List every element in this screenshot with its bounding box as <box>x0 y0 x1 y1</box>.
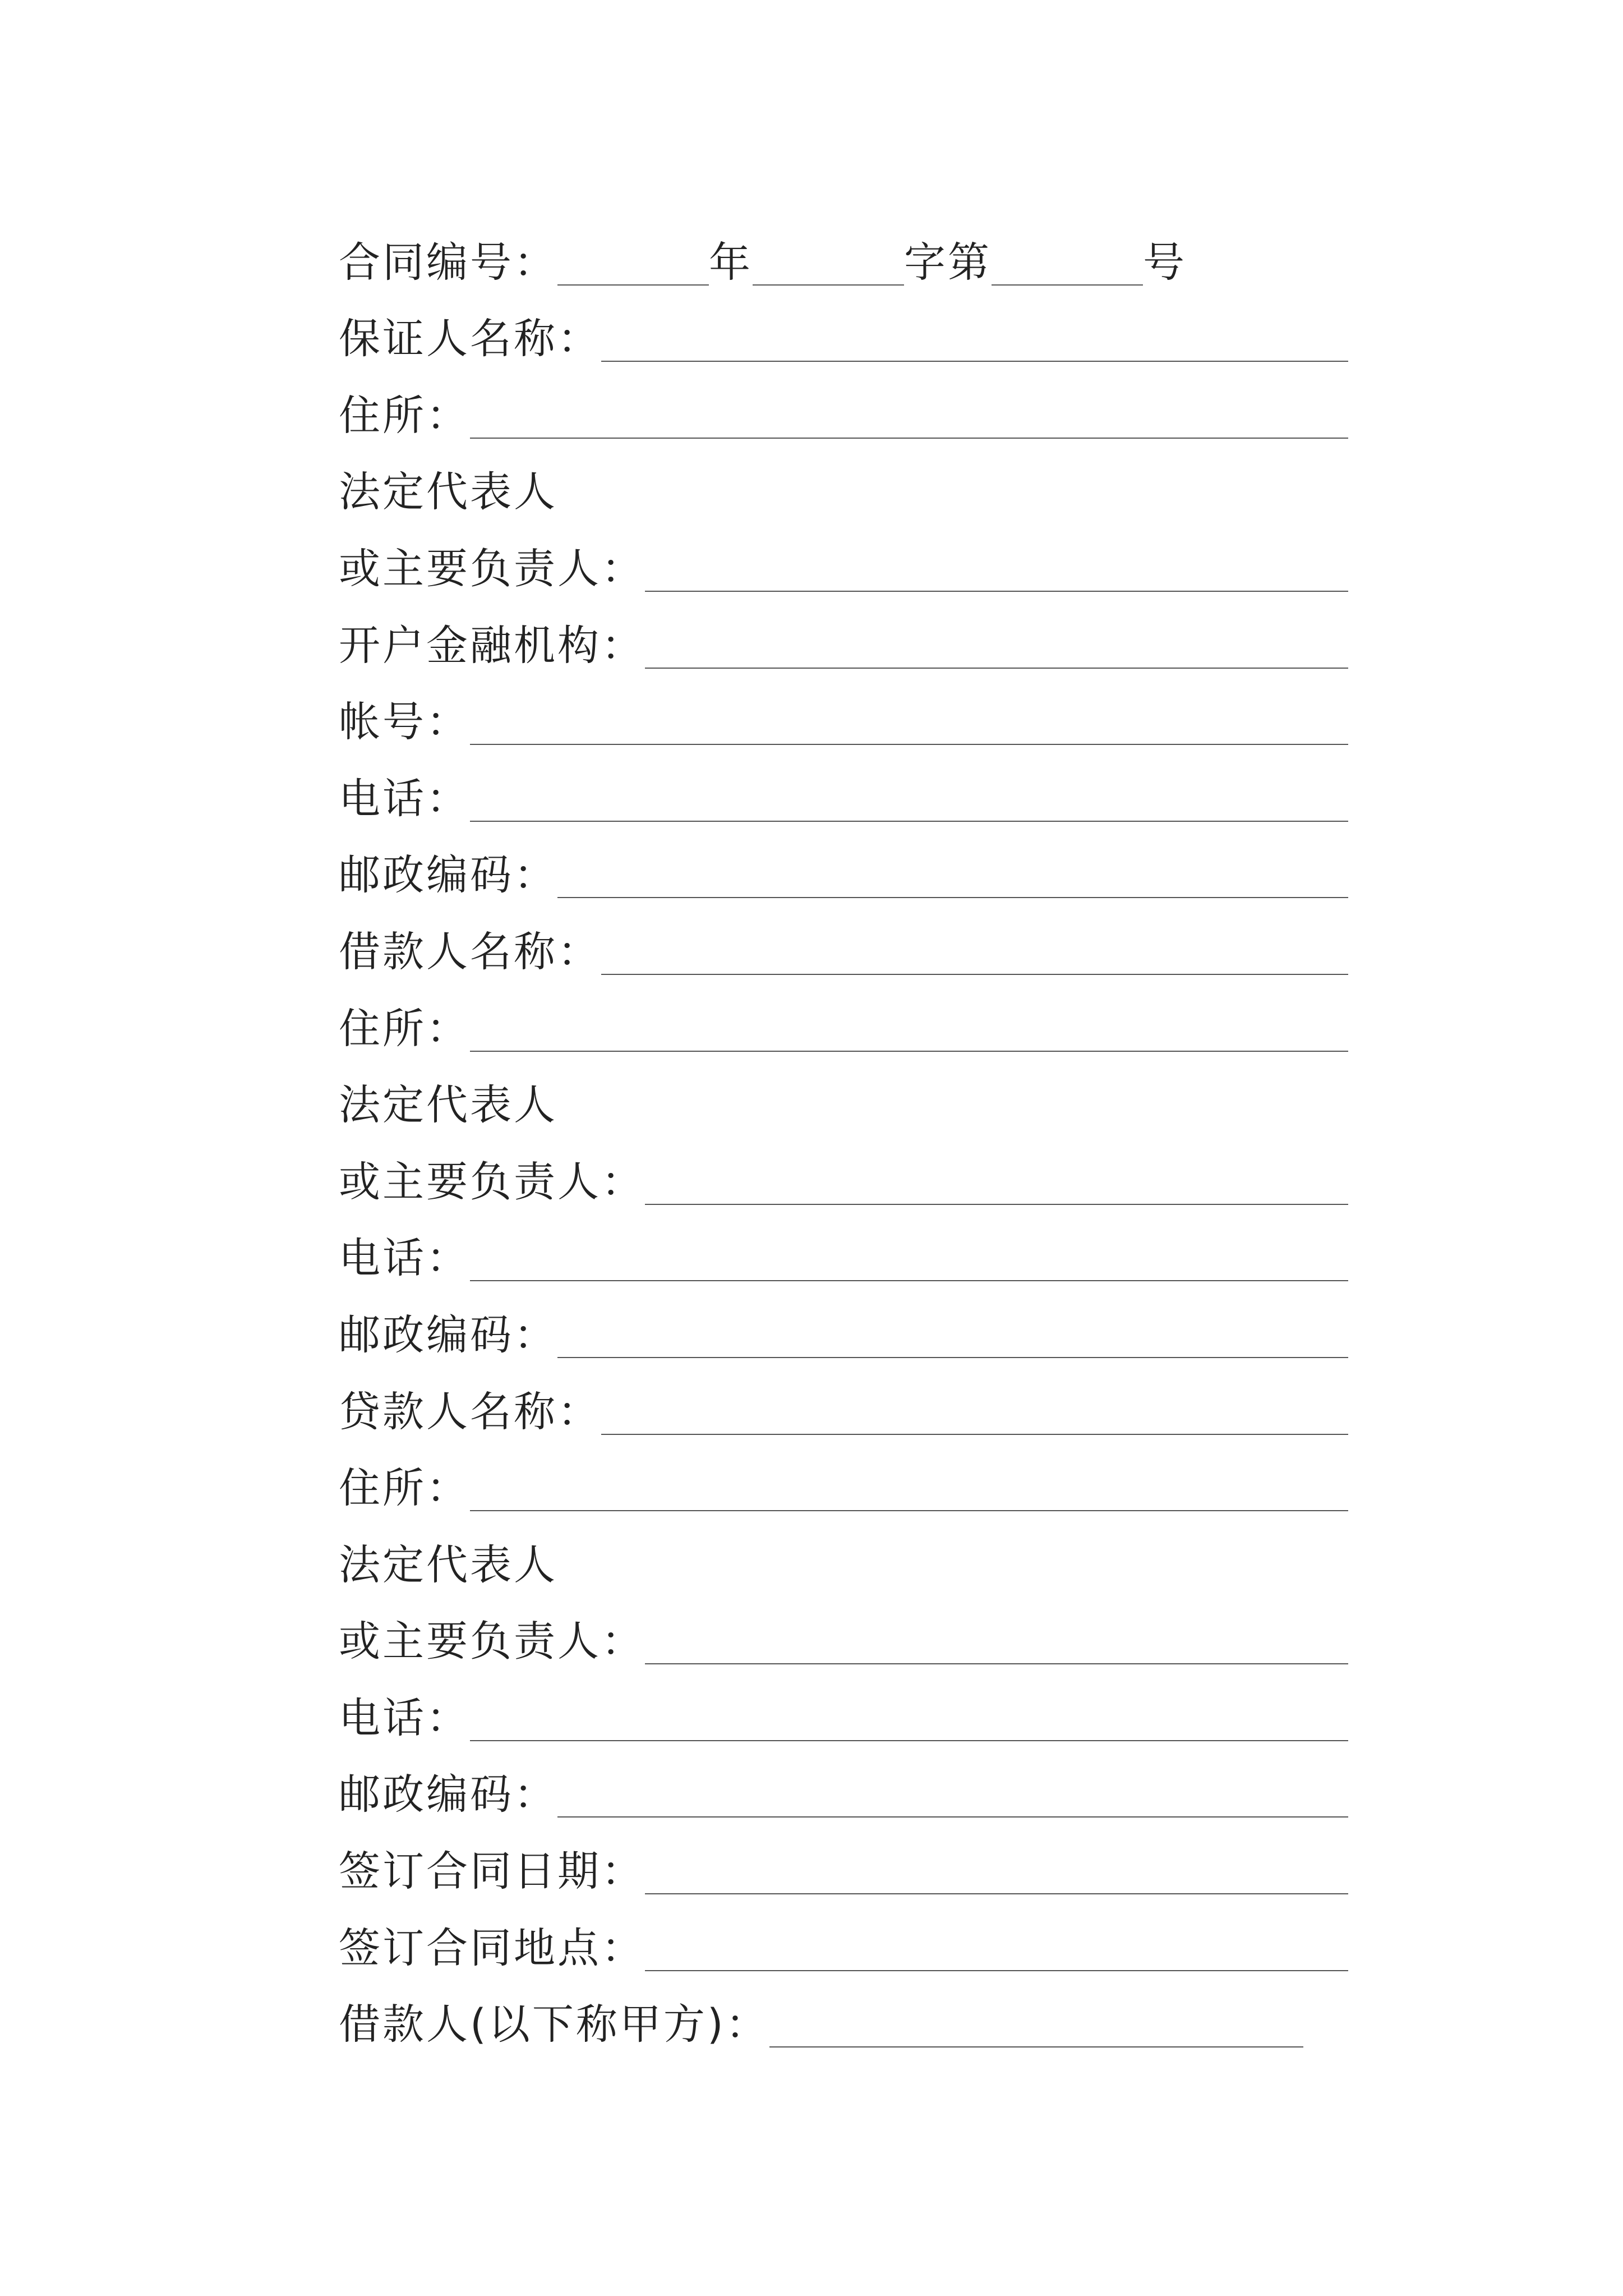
contract-year-blank[interactable] <box>557 284 709 286</box>
contract-zidi-word: 字第 <box>904 238 992 287</box>
lender-address-label: 住所： <box>339 1464 470 1513</box>
lender-postcode-field[interactable] <box>557 1816 1348 1818</box>
lender-phone-label: 电话： <box>339 1694 470 1742</box>
guarantor-postcode-field[interactable] <box>557 897 1348 898</box>
borrower-name-row <box>339 903 1348 979</box>
lender-postcode-row <box>339 1746 1348 1823</box>
guarantor-phone-label: 电话： <box>339 774 470 823</box>
borrower-phone-label: 电话： <box>339 1234 470 1283</box>
guarantor-phone-field[interactable] <box>470 821 1348 822</box>
signing-date-label: 签订合同日期： <box>339 1847 645 1896</box>
contract-hao-blank[interactable] <box>992 284 1143 286</box>
contract-number-row <box>339 213 1348 290</box>
lender-postcode-label: 邮政编码： <box>339 1770 557 1819</box>
contract-header-form <box>339 213 1348 2052</box>
lender-name-field[interactable] <box>601 1434 1348 1435</box>
guarantor-account-label: 帐号： <box>339 698 470 747</box>
guarantor-account-row <box>339 673 1348 750</box>
borrower-address-field[interactable] <box>470 1051 1348 1052</box>
guarantor-legal-rep-label-1: 法定代表人 <box>339 468 557 517</box>
guarantor-address-row <box>339 366 1348 443</box>
guarantor-account-field[interactable] <box>470 744 1348 745</box>
guarantor-legal-rep-field[interactable] <box>645 591 1348 592</box>
borrower-legal-rep-row-1 <box>339 1056 1348 1133</box>
borrower-name-field[interactable] <box>601 974 1348 975</box>
borrower-postcode-field[interactable] <box>557 1357 1348 1358</box>
borrower-postcode-label: 邮政编码： <box>339 1310 557 1359</box>
borrower-phone-field[interactable] <box>470 1280 1348 1281</box>
guarantor-legal-rep-label-2: 或主要负责人： <box>339 544 645 593</box>
guarantor-postcode-row <box>339 826 1348 903</box>
guarantor-address-field[interactable] <box>470 438 1348 439</box>
lender-legal-rep-row-2 <box>339 1593 1348 1669</box>
guarantor-address-label: 住所： <box>339 391 470 440</box>
guarantor-name-row <box>339 290 1348 367</box>
lender-phone-row <box>339 1669 1348 1746</box>
borrower-address-row <box>339 979 1348 1056</box>
guarantor-phone-row <box>339 749 1348 826</box>
signing-date-field[interactable] <box>645 1893 1348 1894</box>
borrower-phone-row <box>339 1209 1348 1286</box>
borrower-legal-rep-field[interactable] <box>645 1204 1348 1205</box>
borrower-address-label: 住所： <box>339 1004 470 1053</box>
guarantor-name-label: 保证人名称： <box>339 315 601 364</box>
signing-place-label: 签订合同地点： <box>339 1924 645 1972</box>
lender-name-label: 贷款人名称： <box>339 1387 601 1436</box>
borrower-postcode-row <box>339 1286 1348 1363</box>
signing-place-row <box>339 1899 1348 1976</box>
guarantor-postcode-label: 邮政编码： <box>339 851 557 900</box>
signing-place-field[interactable] <box>645 1970 1348 1971</box>
guarantor-bank-row <box>339 596 1348 673</box>
party-a-row <box>339 1976 1303 2053</box>
party-a-label: 借款人(以下称甲方)： <box>339 2000 769 2049</box>
contract-zi-blank[interactable] <box>753 284 904 286</box>
borrower-name-label: 借款人名称： <box>339 927 601 976</box>
guarantor-name-field[interactable] <box>601 361 1348 362</box>
guarantor-legal-rep-row-1 <box>339 443 1348 520</box>
lender-name-row <box>339 1363 1348 1439</box>
borrower-legal-rep-label-2: 或主要负责人： <box>339 1157 645 1206</box>
guarantor-bank-label: 开户金融机构： <box>339 621 645 670</box>
contract-year-word: 年 <box>709 238 753 287</box>
contract-number-label: 合同编号： <box>339 238 557 287</box>
lender-legal-rep-label-2: 或主要负责人： <box>339 1617 645 1666</box>
contract-hao-word: 号 <box>1143 238 1187 287</box>
signing-date-row <box>339 1822 1348 1899</box>
borrower-legal-rep-row-2 <box>339 1133 1348 1209</box>
party-a-field[interactable] <box>769 2046 1303 2047</box>
lender-phone-field[interactable] <box>470 1740 1348 1741</box>
guarantor-bank-field[interactable] <box>645 668 1348 669</box>
lender-legal-rep-field[interactable] <box>645 1663 1348 1664</box>
guarantor-legal-rep-row-2 <box>339 519 1348 596</box>
lender-legal-rep-label-1: 法定代表人 <box>339 1540 557 1589</box>
lender-legal-rep-row-1 <box>339 1516 1348 1593</box>
lender-address-field[interactable] <box>470 1510 1348 1511</box>
lender-address-row <box>339 1439 1348 1516</box>
borrower-legal-rep-label-1: 法定代表人 <box>339 1081 557 1130</box>
